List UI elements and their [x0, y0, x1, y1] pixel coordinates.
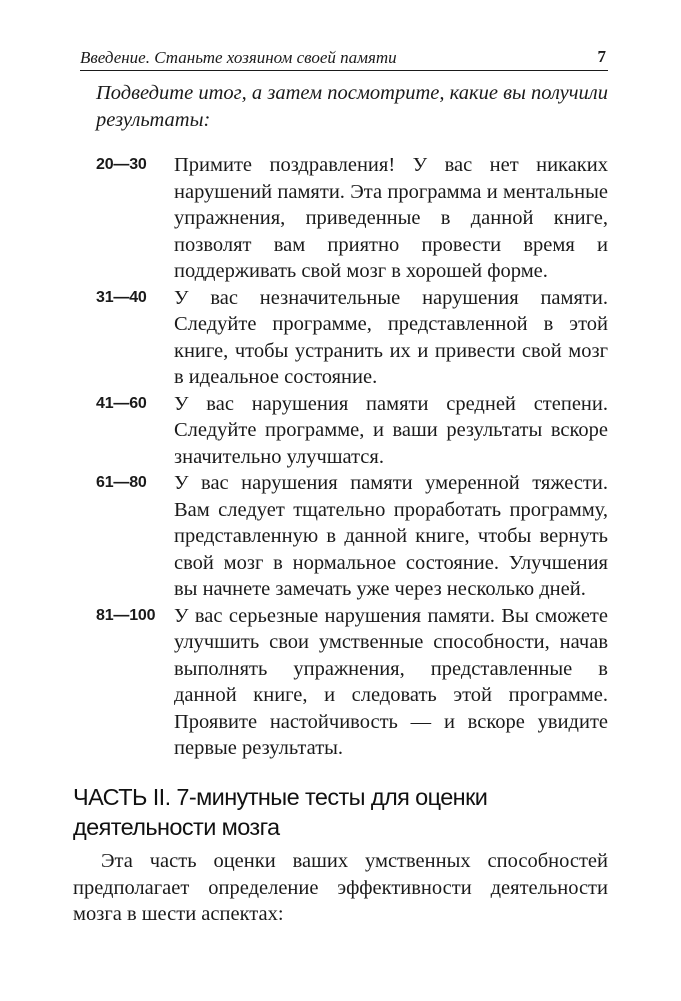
score-item: [96, 152, 608, 285]
running-head-title: Введение. Станьте хозяином своей памяти: [80, 48, 397, 67]
score-item: [96, 603, 608, 762]
score-description: У вас нарушения памяти умеренной тяжести. Вам следует тщательно проработать программу, представленную в данной книге, чтобы вернуть свой мозг в нормальное состояние. Улучшения вы начнете замечать уже через несколько дней.: [174, 472, 608, 600]
score-item: [96, 285, 608, 391]
score-list: [96, 152, 608, 762]
score-range: 31—40: [96, 288, 147, 306]
body-paragraph: Эта часть оценки ваших умственных способностей предполагает определение эффективности деятельности мозга в шести аспектах:: [73, 850, 608, 925]
score-description: У вас нарушения памяти средней степени. Следуйте программе, и ваши результаты вскоре значительно улучшатся.: [174, 392, 608, 468]
score-range: 61—80: [96, 474, 147, 491]
score-description: У вас незначительные нарушения памяти. Следуйте программе, представленной в этой книге, чтобы устранить их и привести свой мозг в идеальное состояние.: [174, 286, 608, 388]
page-number: 7: [597, 47, 606, 66]
score-range: 41—60: [96, 394, 147, 412]
running-head: [80, 48, 608, 71]
section-heading: ЧАСТЬ II. 7-минутные тесты для оценки деятельности мозга: [73, 784, 488, 840]
score-description: У вас серьезные нарушения памяти. Вы сможете улучшить свои умственные способности, начав выполнять упражнения, представленные в данной книге, и следовать этой программе. Проявите настойчивость — и вскоре увидите первые результаты.: [174, 604, 608, 759]
score-range: 20—30: [96, 156, 147, 173]
intro-text: Подведите итог, а затем посмотрите, какие вы получили результаты:: [96, 82, 608, 131]
score-range: 81—100: [96, 606, 156, 624]
score-description: Примите поздравления! У вас нет никаких нарушений памяти. Эта программа и ментальные упражнения, приведенные в данной книге, позволят вам приятно провести время и поддерживать свой мозг в хорошей форме.: [174, 154, 608, 282]
score-item: [96, 470, 608, 603]
score-item: [96, 391, 608, 471]
